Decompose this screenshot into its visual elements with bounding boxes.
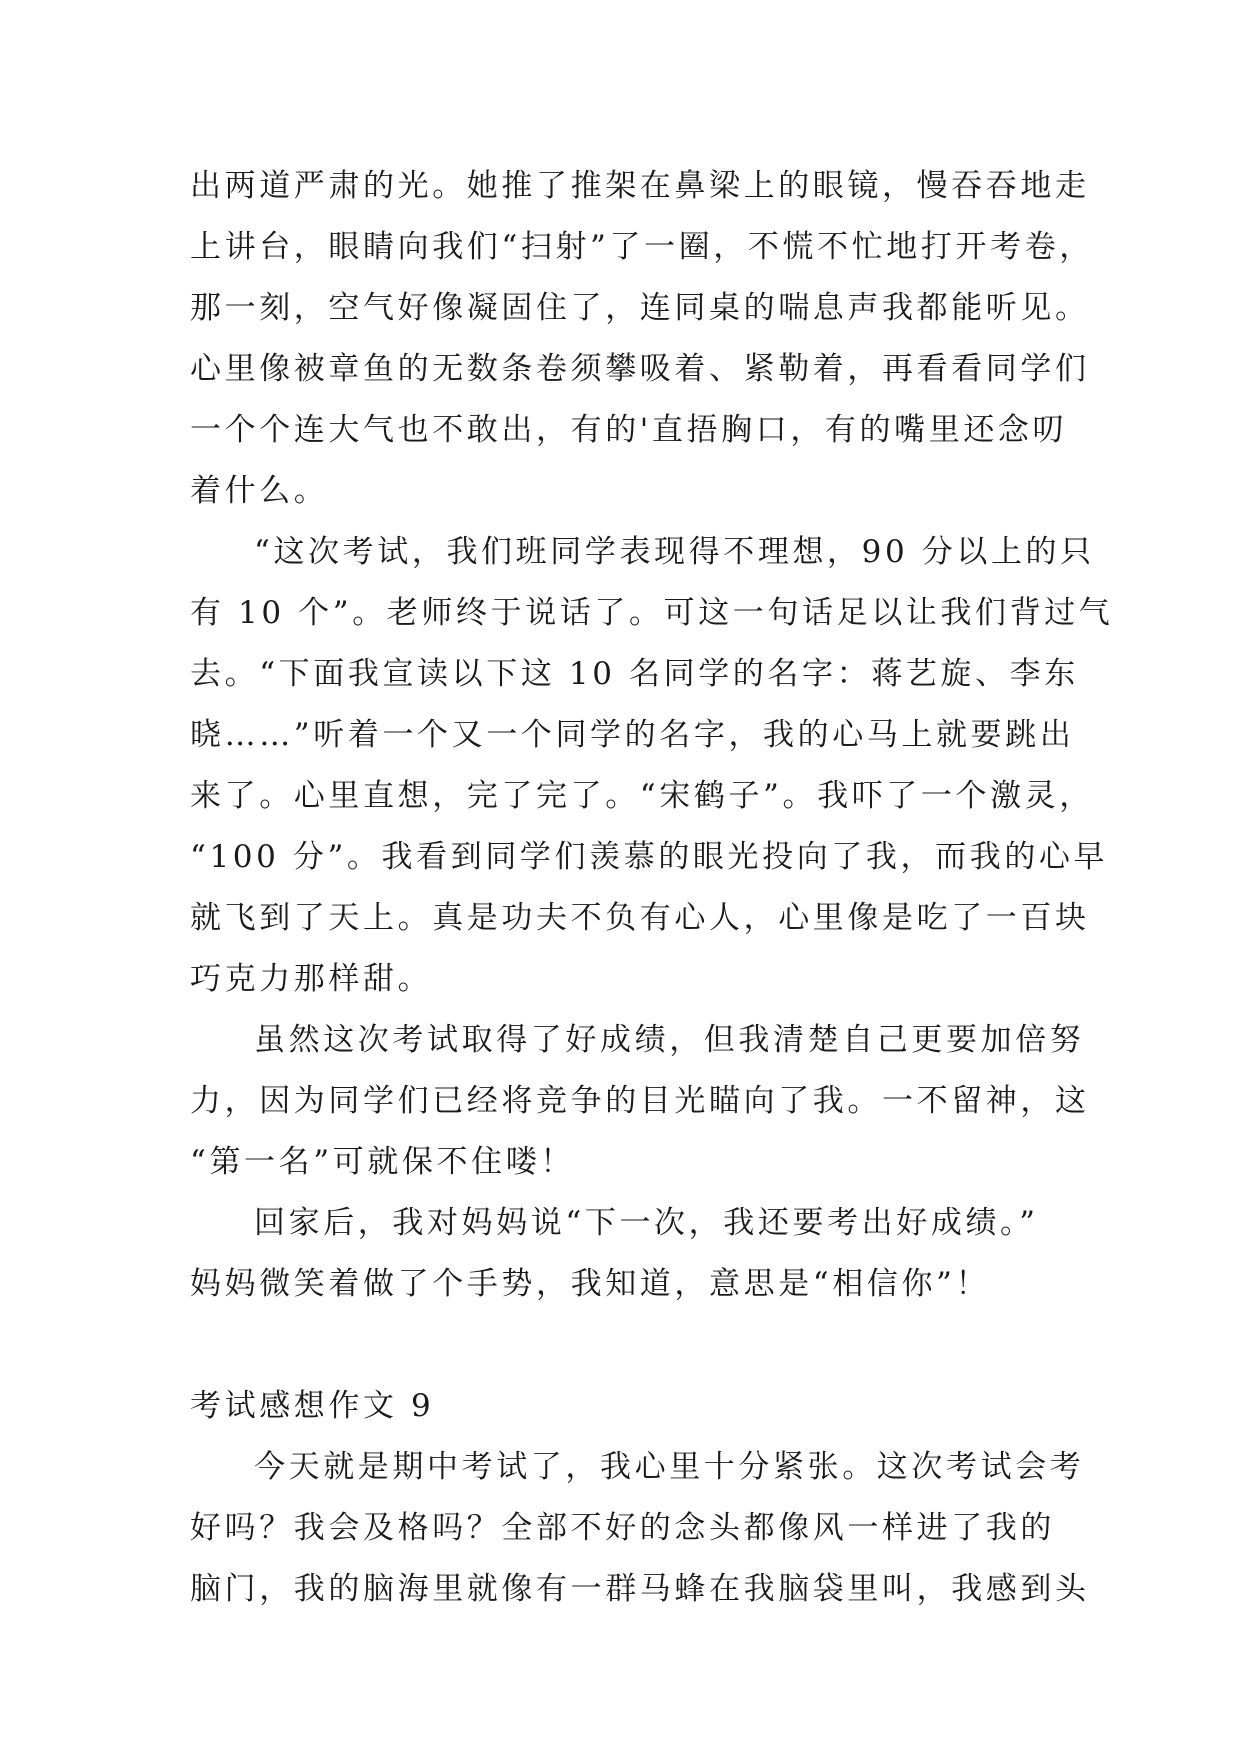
blank-line bbox=[190, 1315, 1070, 1376]
text-line: 心里像被章鱼的无数条卷须攀吸着、紧勒着，再看看同学们 bbox=[190, 351, 1090, 387]
text-line: 今天就是期中考试了，我心里十分紧张。这次考试会考 bbox=[254, 1449, 1085, 1485]
text-line: 去。“下面我宣读以下这 10 名同学的名字：蒋艺旋、李东 bbox=[190, 656, 1079, 692]
text-line: 一个个连大气也不敢出，有的'直捂胸口，有的嘴里还念叨 bbox=[190, 412, 1068, 448]
text-line: 上讲台，眼睛向我们“扫射”了一圈，不慌不忙地打开考卷， bbox=[190, 229, 1094, 265]
text-line: 好吗？我会及格吗？全部不好的念头都像风一样进了我的 bbox=[190, 1510, 1055, 1546]
text-line: 脑门，我的脑海里就像有一群马蜂在我脑袋里叫，我感到头 bbox=[190, 1571, 1090, 1607]
text-line: “这次考试，我们班同学表现得不理想，90 分以上的只 bbox=[254, 534, 1095, 570]
text-line: 来了。心里直想，完了完了。“宋鹤子”。我吓了一个激灵， bbox=[190, 778, 1094, 814]
text-line: 有 10 个”。老师终于说话了。可这一句话足以让我们背过气 bbox=[190, 595, 1114, 631]
text-line: 妈妈微笑着做了个手势，我知道，意思是“相信你”！ bbox=[190, 1266, 991, 1302]
section-title: 考试感想作文 9 bbox=[190, 1388, 435, 1424]
paragraph bbox=[190, 1437, 1090, 1620]
paragraph bbox=[190, 1193, 1070, 1315]
paragraph bbox=[190, 522, 1114, 1010]
text-line: “第一名”可就保不住喽！ bbox=[190, 1144, 575, 1180]
text-line: “100 分”。我看到同学们羡慕的眼光投向了我，而我的心早 bbox=[190, 839, 1109, 875]
text-line: 就飞到了天上。真是功夫不负有心人，心里像是吃了一百块 bbox=[190, 900, 1090, 936]
paragraph bbox=[190, 156, 1094, 522]
text-line: 晓……”听着一个又一个同学的名字，我的心马上就要跳出 bbox=[190, 717, 1075, 753]
document-body bbox=[190, 156, 1114, 1620]
text-line: 那一刻，空气好像凝固住了，连同桌的喘息声我都能听见。 bbox=[190, 290, 1090, 326]
text-line: 巧克力那样甜。 bbox=[190, 961, 433, 997]
text-line: 力，因为同学们已经将竞争的目光瞄向了我。一不留神，这 bbox=[190, 1083, 1090, 1119]
text-line: 着什么。 bbox=[190, 473, 329, 509]
text-line: 回家后，我对妈妈说“下一次，我还要考出好成绩。” bbox=[254, 1205, 1039, 1241]
text-line: 出两道严肃的光。她推了推架在鼻梁上的眼镜，慢吞吞地走 bbox=[190, 168, 1090, 204]
text-line: 虽然这次考试取得了好成绩，但我清楚自己更要加倍努 bbox=[254, 1022, 1085, 1058]
paragraph bbox=[190, 1010, 1090, 1193]
